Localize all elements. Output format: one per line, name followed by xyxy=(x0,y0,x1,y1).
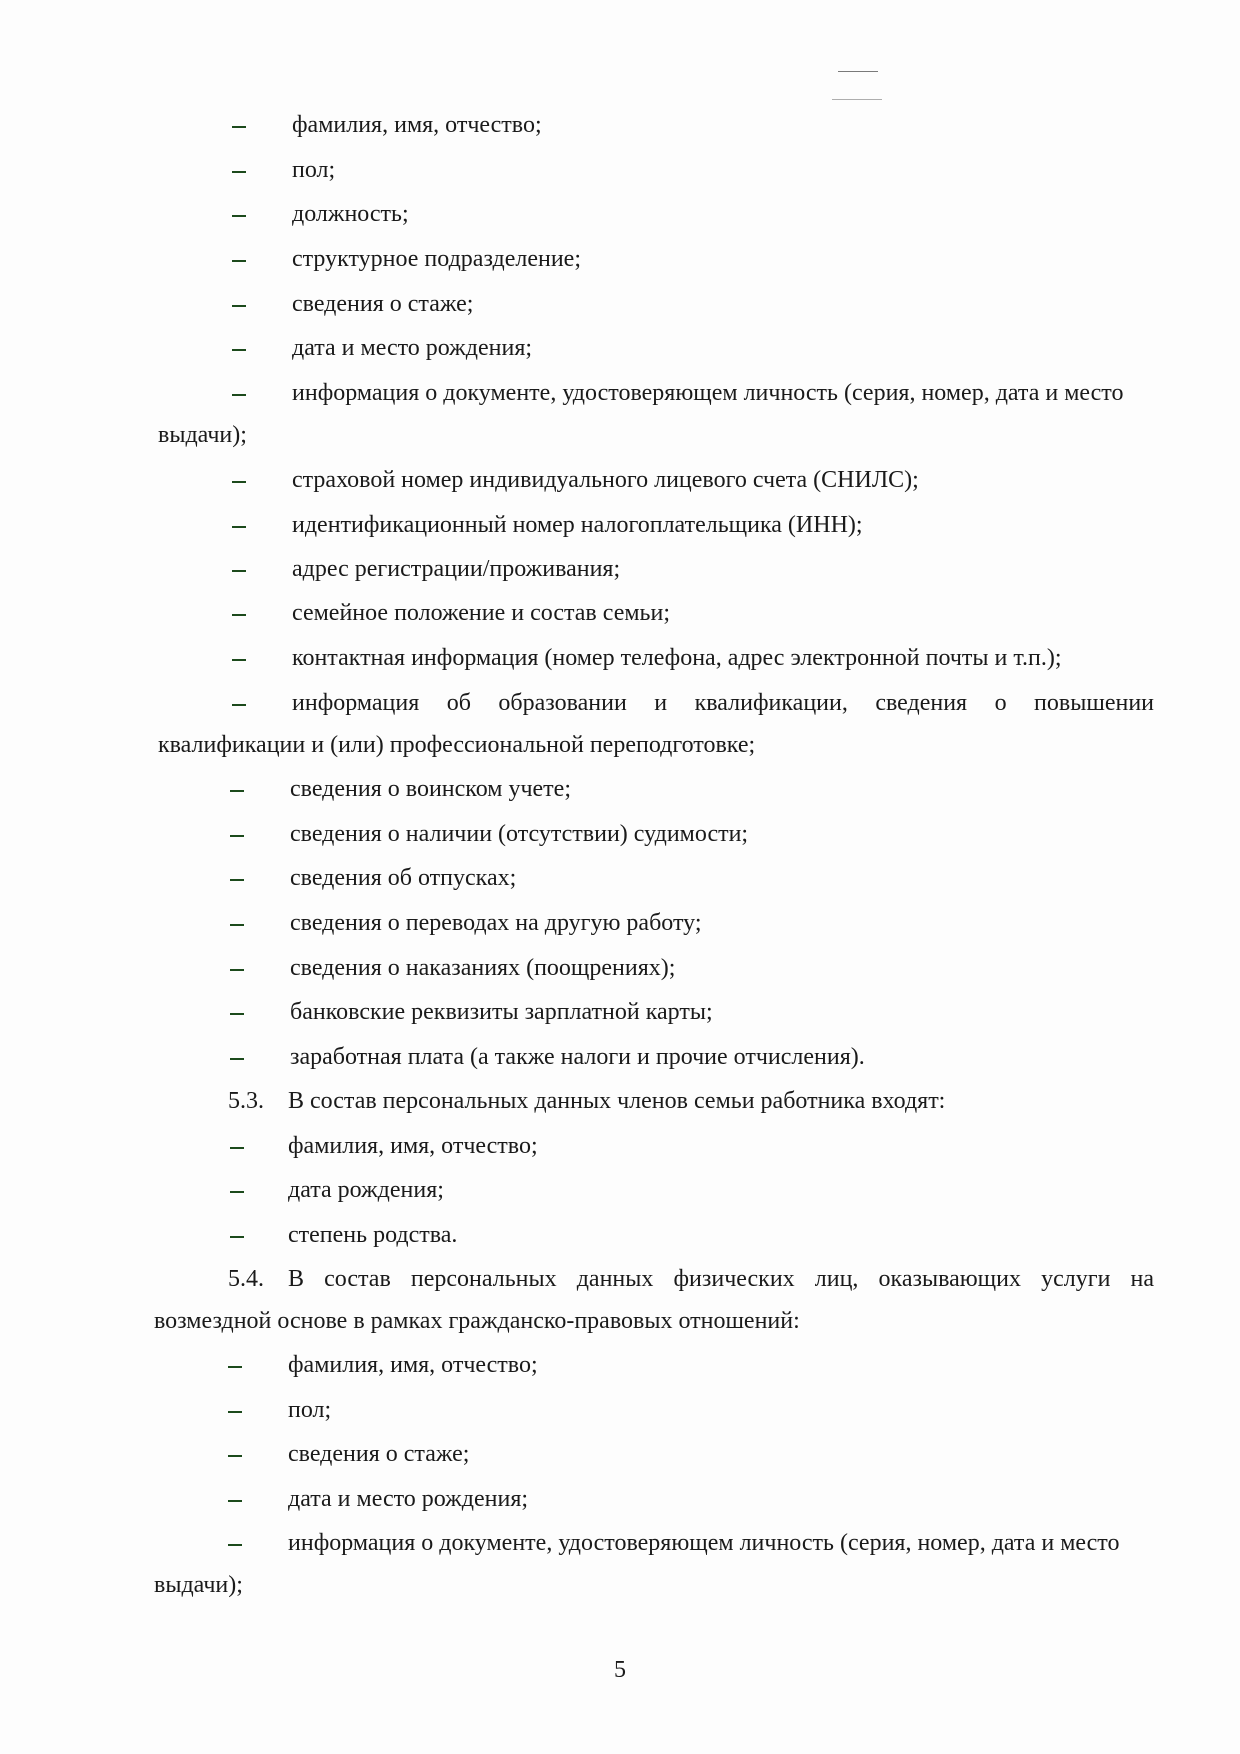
list-item-text: фамилия, имя, отчество; xyxy=(288,1133,538,1159)
paragraph-text: В состав персональных данных физических лиц, оказывающих услуги на xyxy=(288,1266,1154,1292)
list-item-text: дата и место рождения; xyxy=(288,1486,529,1512)
list-bullet-dash xyxy=(230,1236,244,1238)
section-number: 5.3. xyxy=(228,1088,264,1114)
list-bullet-dash xyxy=(228,1544,242,1546)
list-bullet-dash xyxy=(232,659,246,661)
list-item-text: дата и место рождения; xyxy=(292,335,533,361)
list-item-text: банковские реквизиты зарплатной карты; xyxy=(290,999,713,1025)
list-item-text: дата рождения; xyxy=(288,1177,444,1203)
list-bullet-dash xyxy=(232,614,246,616)
list-item-text: идентификационный номер налогоплательщика (ИНН); xyxy=(292,512,863,538)
list-bullet-dash xyxy=(230,969,244,971)
list-bullet-dash xyxy=(232,526,246,528)
section-number: 5.4. xyxy=(228,1266,264,1292)
list-item-text: страховой номер индивидуального лицевого счета (СНИЛС); xyxy=(292,467,919,493)
list-bullet-dash xyxy=(230,1058,244,1060)
list-item-text: структурное подразделение; xyxy=(292,246,581,272)
list-bullet-dash xyxy=(230,1147,244,1149)
list-bullet-dash xyxy=(232,570,246,572)
page-number: 5 xyxy=(614,1657,626,1683)
list-bullet-dash xyxy=(230,835,244,837)
list-item-text: сведения о стаже; xyxy=(288,1441,470,1467)
scan-artifact xyxy=(832,99,882,100)
paragraph-text: квалификации и (или) профессиональной переподготовке; xyxy=(158,732,756,758)
list-item-text: должность; xyxy=(292,201,409,227)
scan-artifact xyxy=(838,71,878,72)
list-item-text: сведения о наказаниях (поощрениях); xyxy=(290,955,676,981)
list-item-text: семейное положение и состав семьи; xyxy=(292,600,670,626)
list-item-text: информация о документе, удостоверяющем личность (серия, номер, дата и место xyxy=(288,1530,1120,1556)
list-item-text: сведения о переводах на другую работу; xyxy=(290,910,702,936)
list-item-text: пол; xyxy=(292,157,336,183)
list-item-text: пол; xyxy=(288,1397,332,1423)
list-item-text: фамилия, имя, отчество; xyxy=(292,112,542,138)
list-bullet-dash xyxy=(232,305,246,307)
list-bullet-dash xyxy=(232,171,246,173)
paragraph-text: возмездной основе в рамках гражданско-правовых отношений: xyxy=(154,1308,800,1334)
list-bullet-dash xyxy=(232,260,246,262)
list-item-text: сведения об отпусках; xyxy=(290,865,517,891)
list-bullet-dash xyxy=(230,1191,244,1193)
list-bullet-dash xyxy=(232,481,246,483)
list-item-text: контактная информация (номер телефона, адрес электронной почты и т.п.); xyxy=(292,645,1062,671)
list-bullet-dash xyxy=(232,126,246,128)
list-item-text: сведения о воинском учете; xyxy=(290,776,571,802)
list-item-text: адрес регистрации/проживания; xyxy=(292,556,621,582)
list-item-text: степень родства. xyxy=(288,1222,458,1248)
list-bullet-dash xyxy=(230,790,244,792)
list-item-text: информация об образовании и квалификации, сведения о повышении xyxy=(292,690,1154,716)
list-bullet-dash xyxy=(230,924,244,926)
list-bullet-dash xyxy=(228,1366,242,1368)
paragraph-text: выдачи); xyxy=(158,422,247,448)
list-item-text: заработная плата (а также налоги и прочие отчисления). xyxy=(290,1044,865,1070)
list-item-text: фамилия, имя, отчество; xyxy=(288,1352,538,1378)
list-bullet-dash xyxy=(232,215,246,217)
list-bullet-dash xyxy=(228,1411,242,1413)
list-item-text: информация о документе, удостоверяющем личность (серия, номер, дата и место xyxy=(292,380,1124,406)
paragraph-text: выдачи); xyxy=(154,1572,243,1598)
list-item-text: сведения о стаже; xyxy=(292,291,474,317)
list-bullet-dash xyxy=(230,879,244,881)
list-item-text: сведения о наличии (отсутствии) судимости; xyxy=(290,821,749,847)
list-bullet-dash xyxy=(232,394,246,396)
list-bullet-dash xyxy=(230,1013,244,1015)
list-bullet-dash xyxy=(232,349,246,351)
paragraph-text: В состав персональных данных членов семьи работника входят: xyxy=(288,1088,946,1114)
list-bullet-dash xyxy=(228,1455,242,1457)
list-bullet-dash xyxy=(228,1500,242,1502)
list-bullet-dash xyxy=(232,704,246,706)
